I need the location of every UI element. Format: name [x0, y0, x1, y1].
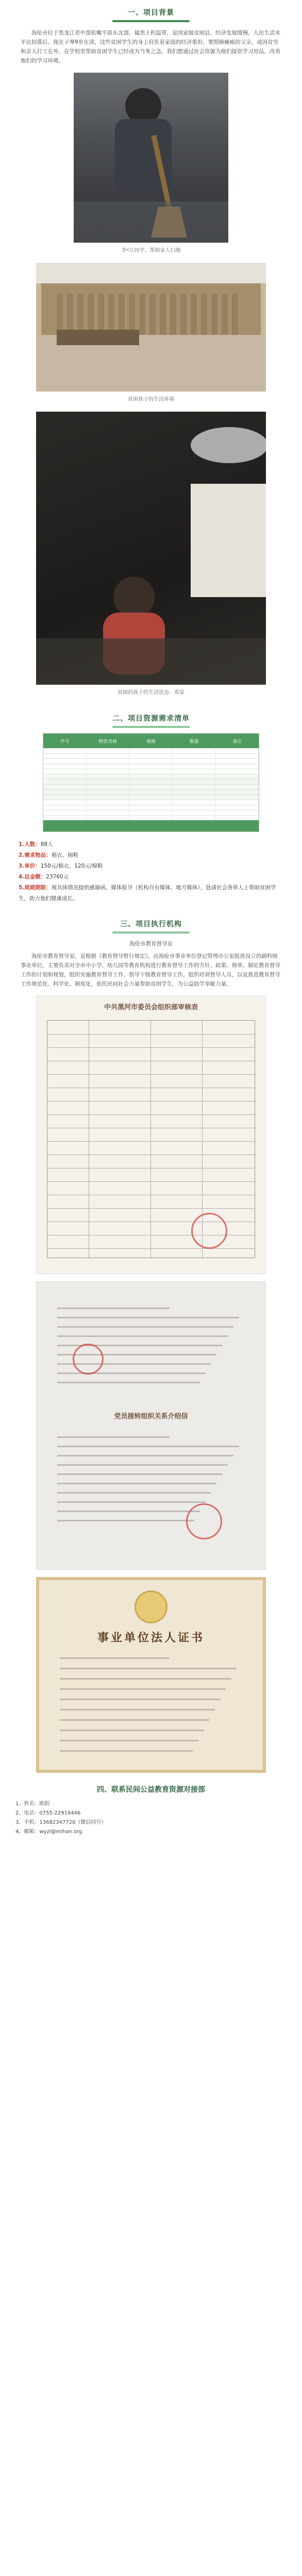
table-body: [43, 748, 259, 820]
text-line: [57, 1492, 211, 1494]
table-row: [43, 789, 259, 794]
contact-email[interactable]: 4、邮箱：wyzl@mihan.org: [15, 1829, 82, 1835]
table-row: [43, 794, 259, 800]
text-line: [57, 1455, 233, 1456]
text-line: [60, 1678, 231, 1680]
certificate-text-lines: [60, 1657, 242, 1760]
text-line: [60, 1740, 198, 1741]
contact-phone: 2、电话：0755-22919446: [15, 1810, 81, 1816]
photo-living-environment: [36, 263, 266, 392]
photo-sweeping: [74, 73, 228, 243]
text-line: [57, 1464, 228, 1466]
photo-caption: 贫困的孩子的生活状态：看家: [118, 690, 184, 696]
text-line: [57, 1372, 206, 1374]
grid-line: [150, 1021, 151, 1258]
red-seal-icon: [186, 1503, 222, 1539]
photo-caption: 李*江同学，帮助家人扫地: [121, 248, 181, 253]
text-line: [57, 1446, 239, 1447]
text-line: [60, 1730, 204, 1731]
text-line: [60, 1750, 193, 1752]
stat-feedback: 5.周期期限：视具体情况提供感谢函、媒体报导（机构自有媒体，地方媒体），恳请社会各界人士帮助贫困学生，助力他们健康成长。: [19, 885, 276, 902]
table-row: [43, 769, 259, 774]
contact-mobile: 3、手机：13682347720（微信同号）: [15, 1820, 107, 1825]
text-line: [57, 1483, 216, 1484]
requirements-table: [43, 733, 259, 832]
org-name: 海伦市教育督导室: [129, 941, 173, 947]
document-introduction-letter: 党员接转组织关系介绍信: [36, 1281, 266, 1570]
text-line: [57, 1501, 206, 1503]
section-title-requirements: 二、项目资源需求清单: [0, 706, 302, 728]
text-line: [57, 1326, 233, 1328]
document-review-form: 中共黑河市委员会组织部审核表: [36, 996, 266, 1274]
table-row: [43, 815, 259, 820]
grid-line: [47, 1208, 255, 1209]
text-line: [57, 1382, 200, 1383]
text-line: [57, 1520, 194, 1521]
text-line: [57, 1511, 200, 1512]
contact-name: 1、姓名：欧阳: [15, 1801, 50, 1807]
requirements-stats: [0, 832, 302, 904]
grid-line: [47, 1141, 255, 1142]
text-line: [60, 1719, 209, 1721]
stat-items: 2.需求物品：棉衣、棉鞋: [19, 852, 79, 858]
text-line: [60, 1709, 215, 1710]
red-seal-icon: [191, 1213, 227, 1249]
grid-line: [47, 1047, 255, 1048]
table-header: 序号 物资名称 规格 数量 备注: [43, 734, 259, 748]
table-row: [43, 805, 259, 810]
section-title-background: 一、项目背景: [0, 0, 302, 22]
table-row: [43, 748, 259, 753]
table-row: [43, 779, 259, 784]
contact-list: [0, 1794, 302, 1837]
text-line: [60, 1699, 221, 1700]
title-underline: [112, 726, 190, 728]
table-row: [43, 810, 259, 815]
text-line: [57, 1317, 239, 1318]
text-line: [60, 1688, 226, 1690]
background-paragraph: 海伦市位于黑龙江省中部松嫩平原东北部，属黑土积温带，是国家级贫困县，经济发展缓慢，人民生活水平比较落后。现在子琴9岁在读，这些贫困学生的身上肩负着家庭的经济重担，要照顾瘫痪的父亲，或因贫穷和亲人打工在外，在学校里帮助贫困学生已经成为当务之急。我们想通过社会资源为他们提供学习用品，改善他们的学习环境。: [21, 30, 280, 64]
photo-caption: 贫困孩子的生活环境: [128, 397, 174, 402]
stat-total: 4.总金额：23760元: [19, 874, 69, 880]
grid-line: [47, 1114, 255, 1115]
grid-line: [47, 1034, 255, 1035]
photo-child-at-home: [36, 412, 266, 685]
table-row: [43, 800, 259, 805]
table-row: [43, 774, 259, 779]
document-legal-certificate: 事业单位法人证书: [36, 1577, 266, 1773]
stat-count: 1.人数：88人: [19, 841, 53, 848]
text-line: [57, 1436, 170, 1438]
title-underline: [112, 20, 190, 22]
text-line: [57, 1473, 222, 1475]
grid-line: [47, 1181, 255, 1182]
table-footer: [43, 820, 259, 832]
national-emblem-icon: [135, 1590, 167, 1623]
section-title-org: 三、项目执行机构: [0, 911, 302, 934]
table-row: [43, 758, 259, 764]
text-line: [60, 1668, 237, 1669]
red-seal-icon: [73, 1344, 104, 1375]
table-row: [43, 764, 259, 769]
table-row: [43, 753, 259, 758]
grid-line: [47, 1074, 255, 1075]
table-row: [43, 784, 259, 789]
stat-unit-price: 3.单价：150元/棉衣，120元/棉鞋: [19, 863, 103, 869]
section-title-contact: 四、联系民间公益教育资源对接部: [97, 1786, 205, 1794]
text-line: [57, 1335, 228, 1337]
org-paragraph: 海伦市教育督导室，是根据《教育督导暂行规定》，由海伦市事业单位登记管理办公室批准设立的副科级事业单位，主要负责对全市中小学、幼儿园等教育机构进行教育督导工作的方针、政策、规章，制定教育督导工作的计划和规划，组织实施教育督导工作，指导下级教育督导工作，组织培训督导人员，以及推进教育督导工作规范化、科学化、制度化，依托民间社会力量帮助贫困学生，为公益助学奉献力量。: [21, 953, 280, 987]
text-line: [57, 1308, 170, 1309]
grid-line: [47, 1248, 255, 1249]
text-line: [60, 1657, 169, 1659]
title-underline: [112, 931, 190, 934]
